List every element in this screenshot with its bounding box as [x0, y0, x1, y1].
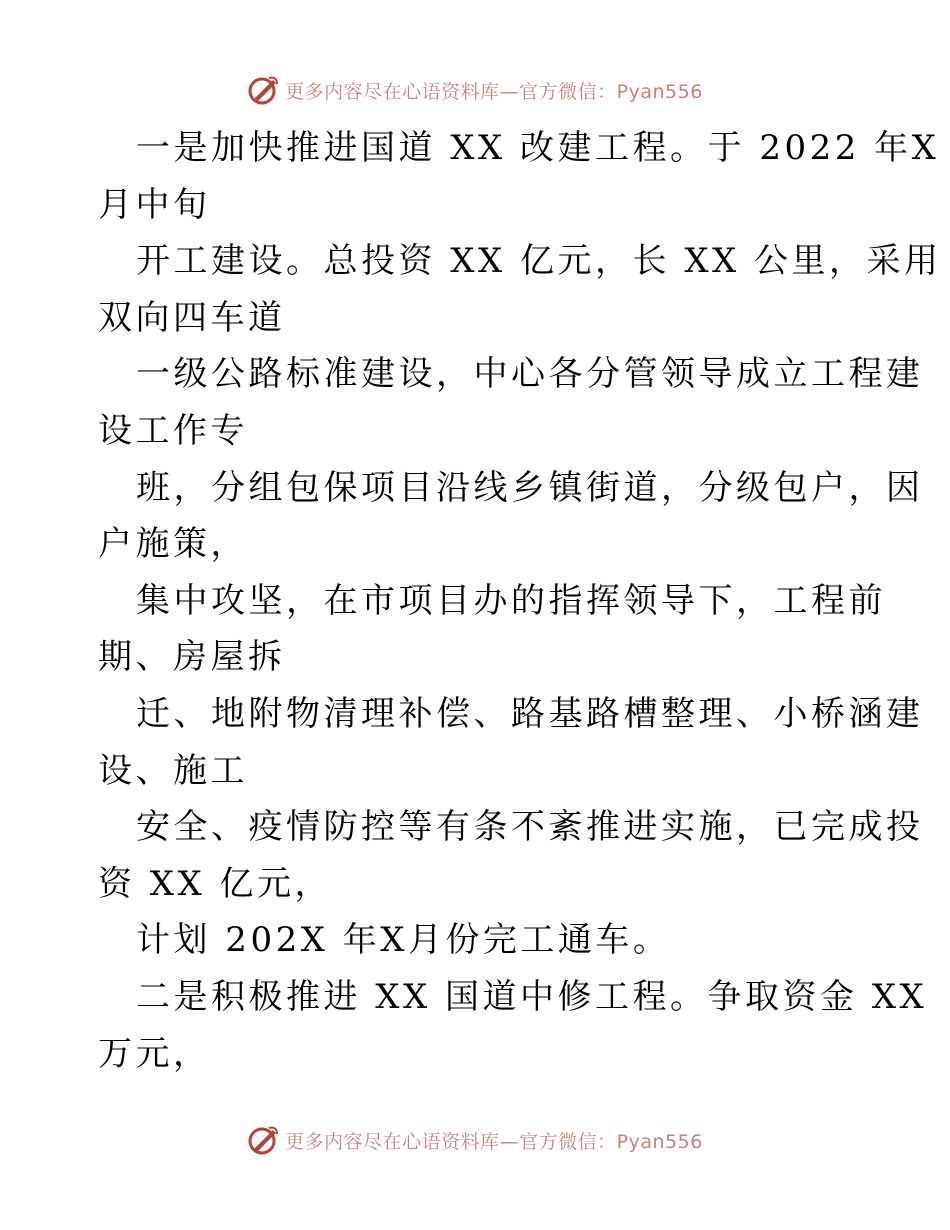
text-line: 月中旬	[98, 184, 211, 225]
text-line: 班，分组包保项目沿线乡镇街道，分级包户，因	[136, 467, 924, 508]
header-watermark-text: 更多内容尽在心语资料库—官方微信：Pyan556	[285, 80, 703, 103]
text-line: 期、房屋拆	[98, 637, 286, 678]
text-line: 设、施工	[98, 750, 248, 791]
text-line: 迁、地附物清理补偿、路基路槽整理、小桥涵建	[136, 693, 924, 734]
text-line: 设工作专	[98, 410, 248, 451]
text-line: 二是积极推进 XX 国道中修工程。争取资金 XX	[136, 976, 928, 1017]
header-watermark	[0, 70, 950, 110]
quill-pen-seal-icon	[247, 1124, 279, 1156]
text-line: 双向四车道	[98, 297, 286, 338]
text-line: 户施策，	[98, 524, 248, 565]
text-line: 一是加快推进国道 XX 改建工程。于 2022 年X	[136, 128, 940, 168]
document-body	[98, 120, 942, 1082]
text-line: 安全、疫情防控等有条不紊推进实施，已完成投	[136, 807, 924, 848]
quill-pen-seal-icon	[247, 74, 279, 106]
text-line: 计划 202X 年X月份完工通车。	[136, 920, 671, 961]
text-line: 万元，	[98, 1033, 211, 1074]
footer-watermark-text: 更多内容尽在心语资料库—官方微信：Pyan556	[285, 1130, 703, 1153]
footer-watermark	[0, 1120, 950, 1160]
text-line: 一级公路标准建设，中心各分管领导成立工程建	[136, 354, 924, 395]
text-line: 资 XX 亿元，	[98, 863, 333, 904]
text-line: 开工建设。总投资 XX 亿元，长 XX 公里，采用	[136, 241, 942, 282]
text-line: 集中攻坚，在市项目办的指挥领导下，工程前	[136, 580, 886, 621]
